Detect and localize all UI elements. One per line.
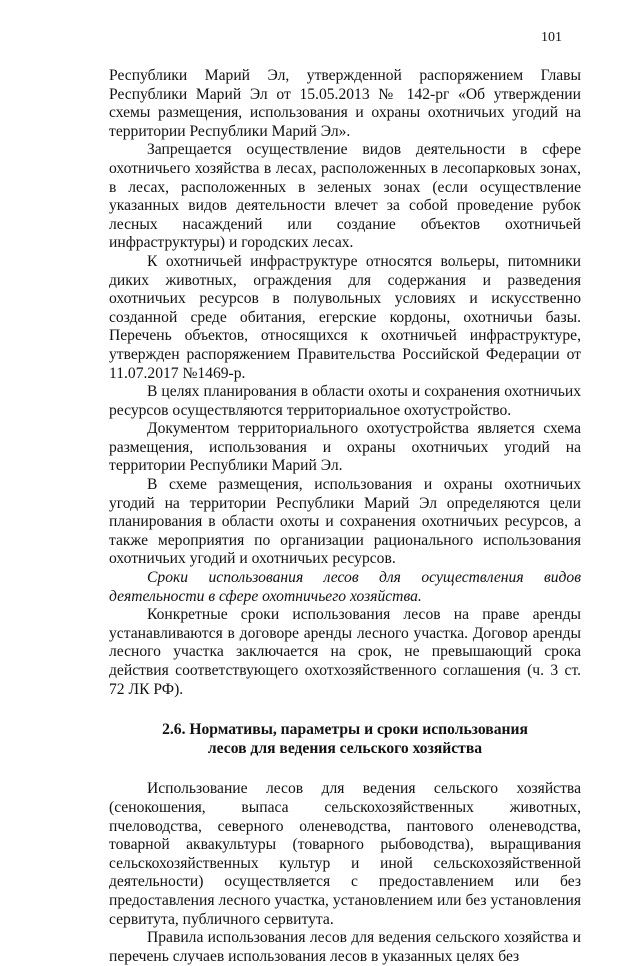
- section-heading: [109, 721, 581, 758]
- paragraph-agriculture-use: Использование лесов для ведения сельского хозяйства (сенокошения, выпаса сельскохозяйственных животных, пчеловодства, северного оленеводства, пантового оленеводства, товарной аквакультуры (товарного рыбоводства), выращивания сельскохозяйственных культур и иной сельскохозяйственной деятельности) осуществляется с предоставлением или без предоставления лесного участка, установлением или без установления сервитута, публичного сервитута.: [109, 780, 581, 928]
- page-body: [109, 67, 581, 966]
- paragraph-scheme-goals: В схеме размещения, использования и охраны охотничьих угодий на территории Республики Марий Эл определяются цели планирования в области охоты и сохранения охотничьих ресурсов, а также мероприятия по организации рационального использования охотничьих угодий и охотничьих ресурсов.: [109, 476, 581, 568]
- paragraph-terms-heading: Сроки использования лесов для осуществления видов деятельности в сфере охотничьего хозяйства.: [109, 569, 581, 605]
- paragraph-hunting-infrastructure: К охотничьей инфраструктуре относятся вольеры, питомники диких животных, ограждения для содержания и разведения охотничьих ресурсов в полувольных условиях и искусственно созданной среде обитания, егерские кордоны, охотничьи базы. Перечень объектов, относящихся к охотничьей инфраструктуре, утвержден распоряжением Правительства Российской Федерации от 11.07.2017 №1469-р.: [109, 252, 581, 382]
- page-number: 101: [541, 30, 562, 45]
- paragraph-continuation: Республики Марий Эл, утвержденной распоряжением Главы Республики Марий Эл от 15.05.2013 № 142-рг «Об утверждении схемы размещения, использования и охраны охотничьих угодий на территории Республики Марий Эл».: [109, 67, 581, 140]
- paragraph-prohibition: Запрещается осуществление видов деятельности в сфере охотничьего хозяйства в лесах, расположенных в лесопарковых зонах, в лесах, расположенных в зеленых зонах (если осуществление указанных видов деятельности влечет за собой проведение рубок лесных насаждений или создание объектов охотничьей инфраструктуры) и городских лесах.: [109, 141, 581, 252]
- paragraph-planning: В целях планирования в области охоты и сохранения охотничьих ресурсов осуществляются территориальное охотустройство.: [109, 383, 581, 419]
- paragraph-agriculture-rules: Правила использования лесов для ведения сельского хозяйства и перечень случаев использования лесов в указанных целях без: [109, 929, 581, 965]
- section-heading-line-1: 2.6. Нормативы, параметры и сроки использования: [162, 721, 528, 739]
- paragraph-territorial-document: Документом территориального охотустройства является схема размещения, использования и охраны охотничьих угодий на территории Республики Марий Эл.: [109, 420, 581, 475]
- section-heading-line-2: лесов для ведения сельского хозяйства: [207, 739, 483, 757]
- paragraph-lease-terms: Конкретные сроки использования лесов на праве аренды устанавливаются в договоре аренды лесного участка. Договор аренды лесного участка заключается на срок, не превышающий срока действия соответствующего охотхозяйственного соглашения (ч. 3 ст. 72 ЛК РФ).: [109, 606, 581, 698]
